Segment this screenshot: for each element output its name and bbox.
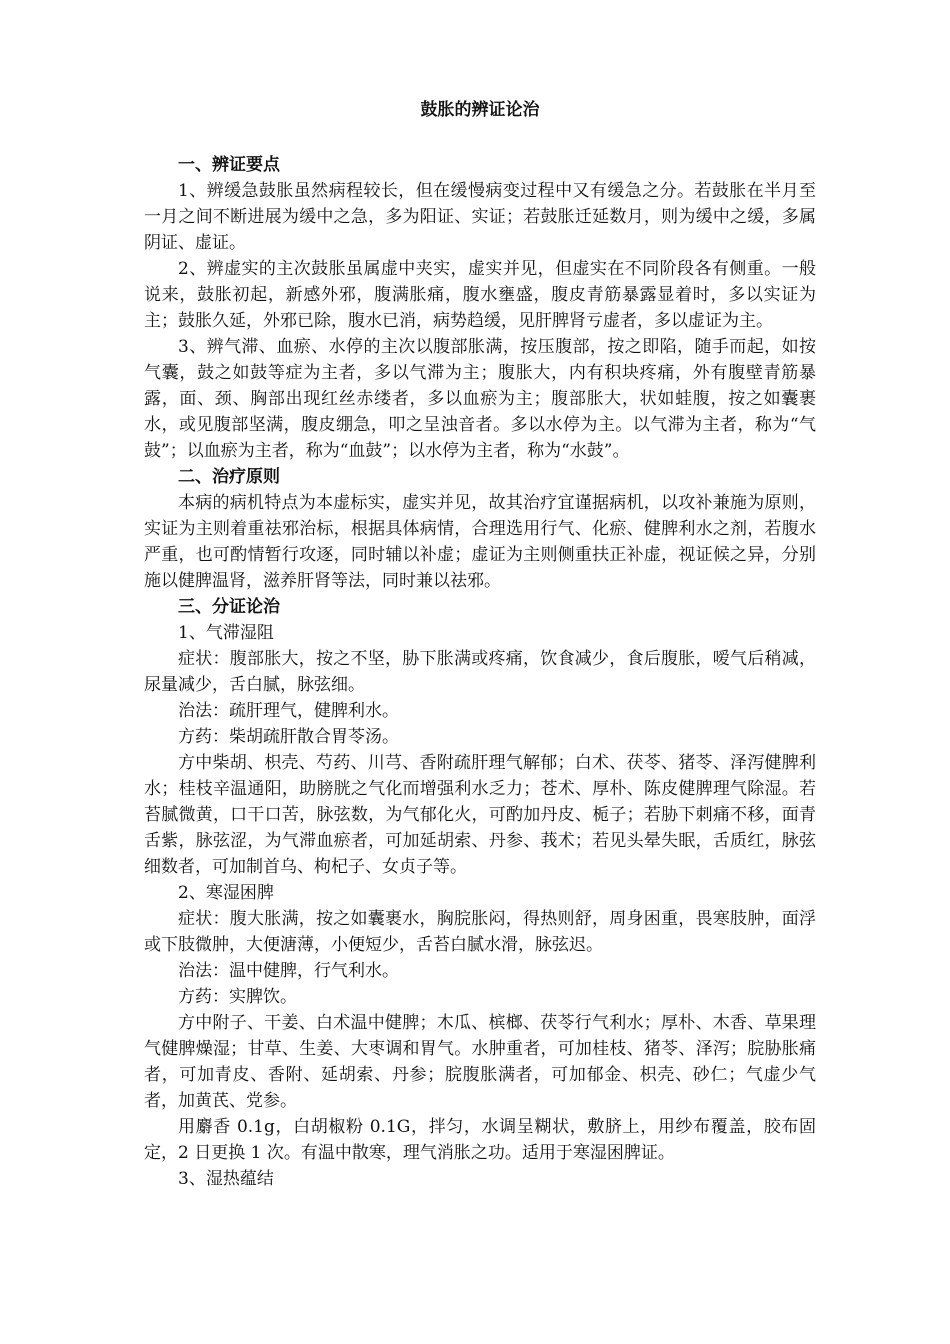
paragraph: 治法：疏肝理气，健脾利水。 bbox=[178, 701, 399, 721]
paragraph: 用麝香 0.1g，白胡椒粉 0.1G，拌匀，水调呈糊状，敷脐上，用纱布覆盖，胶布固定，2 日更换 1 次。有温中散寒，理气消胀之功。适用于寒湿困脾证。 bbox=[144, 1117, 816, 1163]
paragraph: 本病的病机特点为本虚标实，虚实并见，故其治疗宜谨据病机，以攻补兼施为原则，实证为主则着重祛邪治标，根据具体病情，合理选用行气、化瘀、健脾利水之剂，若腹水严重，也可酌情暂行攻逐，同时辅以补虚；虚证为主则侧重扶正补虚，视证候之异，分别施以健脾温肾，滋养肝肾等法，同时兼以祛邪。 bbox=[144, 493, 816, 591]
section-heading: 三、分证论治 bbox=[178, 597, 280, 617]
subsection-title: 3、湿热蕴结 bbox=[178, 1169, 274, 1189]
document-body bbox=[144, 96, 816, 1192]
document-title: 鼓胀的辨证论治 bbox=[420, 100, 540, 120]
subsection-title: 2、寒湿困脾 bbox=[178, 883, 274, 903]
paragraph: 症状：腹部胀大，按之不坚，胁下胀满或疼痛，饮食减少，食后腹胀，嗳气后稍减，尿量减少，舌白腻，脉弦细。 bbox=[144, 649, 816, 695]
paragraph: 方中附子、干姜、白术温中健脾；木瓜、槟榔、茯苓行气利水；厚朴、木香、草果理气健脾燥湿；甘草、生姜、大枣调和胃气。水肿重者，可加桂枝、猪苓、泽泻；脘胁胀痛者，可加青皮、香附、延胡索、丹参；脘腹胀满者，可加郁金、枳壳、砂仁；气虚少气者，加黄芪、党参。 bbox=[144, 1013, 816, 1111]
paragraph: 3、辨气滞、血瘀、水停的主次以腹部胀满，按压腹部，按之即陷，随手而起，如按气囊，鼓之如鼓等症为主者，多以气滞为主；腹胀大，内有积块疼痛，外有腹壁青筋暴露，面、颈、胸部出现红丝赤缕者，多以血瘀为主；腹部胀大，状如蛙腹，按之如囊裹水，或见腹部坚满，腹皮绷急，叩之呈浊音者。多以水停为主。以气滞为主者，称为“气鼓”；以血瘀为主者，称为“血鼓”；以水停为主者，称为“水鼓”。 bbox=[144, 337, 816, 461]
section-heading: 一、辨证要点 bbox=[178, 155, 280, 175]
paragraph: 2、辨虚实的主次鼓胀虽属虚中夹实，虚实并见，但虚实在不同阶段各有侧重。一般说来，鼓胀初起，新感外邪，腹满胀痛，腹水壅盛，腹皮青筋暴露显着时，多以实证为主；鼓胀久延，外邪已除，腹水已消，病势趋缓，见肝脾肾亏虚者，多以虚证为主。 bbox=[144, 259, 816, 331]
paragraph: 方药：实脾饮。 bbox=[178, 987, 297, 1007]
section-heading: 二、治疗原则 bbox=[178, 467, 280, 487]
subsection-title: 1、气滞湿阻 bbox=[178, 623, 274, 643]
paragraph: 1、辨缓急鼓胀虽然病程较长，但在缓慢病变过程中又有缓急之分。若鼓胀在半月至一月之间不断进展为缓中之急，多为阳证、实证；若鼓胀迁延数月，则为缓中之缓，多属阴证、虚证。 bbox=[144, 181, 816, 253]
paragraph: 方药：柴胡疏肝散合胃苓汤。 bbox=[178, 727, 399, 747]
paragraph: 方中柴胡、枳壳、芍药、川芎、香附疏肝理气解郁；白术、茯苓、猪苓、泽泻健脾利水；桂枝辛温通阳，助膀胱之气化而增强利水乏力；苍术、厚朴、陈皮健脾理气除湿。若苔腻微黄，口干口苦，脉弦数，为气郁化火，可酌加丹皮、栀子；若胁下刺痛不移，面青舌紫，脉弦涩，为气滞血瘀者，可加延胡索、丹参、莪术；若见头晕失眠，舌质红，脉弦细数者，可加制首乌、枸杞子、女贞子等。 bbox=[144, 753, 816, 877]
paragraph: 治法：温中健脾，行气利水。 bbox=[178, 961, 399, 981]
paragraph: 症状：腹大胀满，按之如囊裹水，胸脘胀闷，得热则舒，周身困重，畏寒肢肿，面浮或下肢微肿，大便溏薄，小便短少，舌苔白腻水滑，脉弦迟。 bbox=[144, 909, 816, 955]
